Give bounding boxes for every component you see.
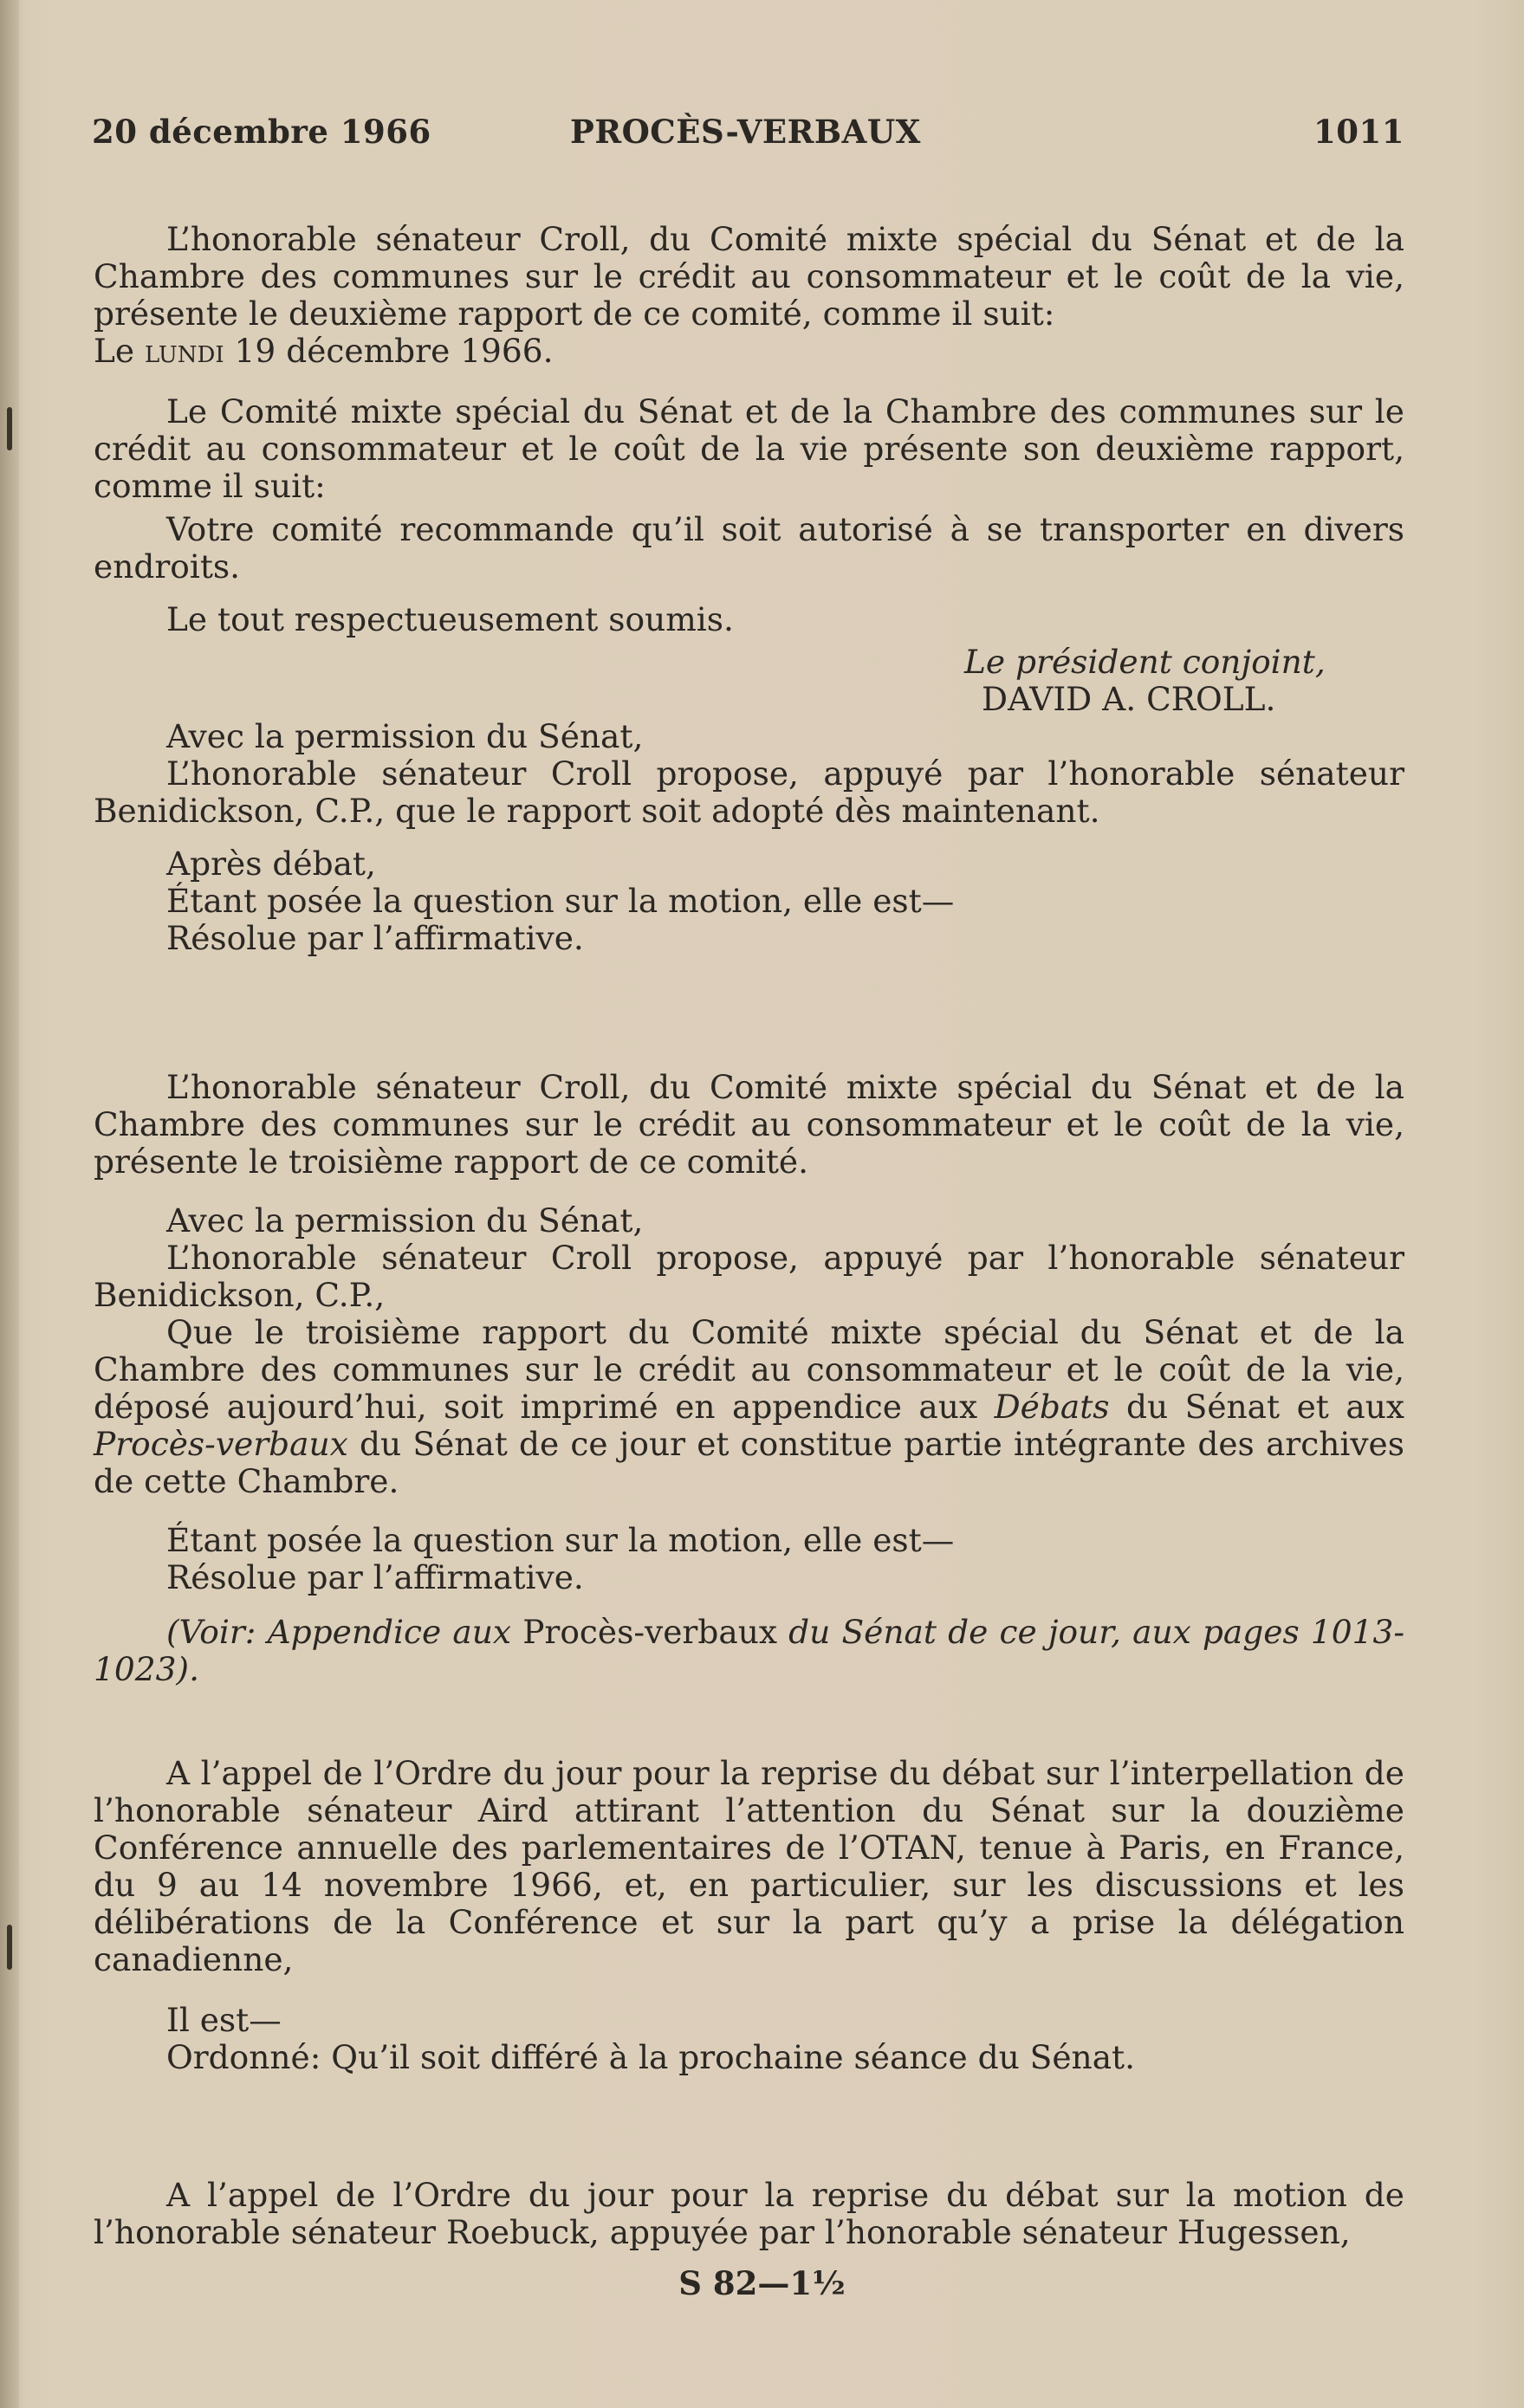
binding-edge xyxy=(0,0,19,2408)
header-date: 20 décembre 1966 xyxy=(92,113,431,151)
section-nato-inquiry xyxy=(94,1755,1404,2076)
signature-name: DAVID A. CROLL. xyxy=(982,680,1276,718)
paragraph: Ordonné: Qu’il soit différé à la prochaine séance du Sénat. xyxy=(166,2038,1136,2076)
signature-mark: S 82—1½ xyxy=(678,2264,846,2302)
report-date-line: Le lundi 19 décembre 1966. xyxy=(94,332,554,370)
section-roebuck-motion xyxy=(94,2177,1404,2251)
page-number: 1011 xyxy=(1313,113,1404,151)
paragraph: L’honorable sénateur Croll, du Comité mixte spécial du Sénat et de la Chambre des communes sur le crédit au consommateur et le coût de la vie, présente le deuxième rapport de ce comité, comme il suit: xyxy=(94,220,1404,333)
paragraph: Avec la permission du Sénat, xyxy=(166,717,644,755)
paragraph: Votre comité recommande qu’il soit autorisé à se transporter en divers endroits. xyxy=(94,510,1404,586)
paragraph: Résolue par l’affirmative. xyxy=(166,1558,584,1596)
paragraph: A l’appel de l’Ordre du jour pour la reprise du débat sur l’interpellation de l’honorable sénateur Aird attirant l’attention du Sénat sur la douzième Conférence annuelle des parlementaires de l’OTAN, tenue à Paris, en France, du 9 au 14 novembre 1966, et, en particulier, sur les discussions et les délibérations de la Conférence et sur la part qu’y a prise la délégation canadienne, xyxy=(94,1754,1404,1978)
appendix-reference: (Voir: Appendice aux Procès-verbaux du Sénat de ce jour, aux pages 1013-1023). xyxy=(94,1613,1404,1688)
paragraph: Étant posée la question sur la motion, elle est— xyxy=(166,1521,955,1559)
paragraph: Le tout respectueusement soumis. xyxy=(166,600,734,638)
paragraph: Avec la permission du Sénat, xyxy=(166,1201,644,1240)
paragraph: L’honorable sénateur Croll, du Comité mixte spécial du Sénat et de la Chambre des communes sur le crédit au consommateur et le coût de la vie, présente le troisième rapport de ce comité. xyxy=(94,1068,1404,1181)
margin-mark xyxy=(7,1925,12,1970)
paragraph: Il est— xyxy=(166,2001,282,2039)
signature-title: Le président conjoint, xyxy=(964,643,1326,681)
paragraph: Le Comité mixte spécial du Sénat et de la Chambre des communes sur le crédit au consommateur et le coût de la vie présente son deuxième rapport, comme il suit: xyxy=(94,392,1404,505)
section-second-report xyxy=(94,221,1404,957)
weekday: lundi xyxy=(145,332,224,370)
paragraph: A l’appel de l’Ordre du jour pour la reprise du débat sur la motion de l’honorable sénateur Roebuck, appuyée par l’honorable sénateur Hugessen, xyxy=(94,2176,1404,2251)
header-title: PROCÈS-VERBAUX xyxy=(570,113,921,151)
section-third-report xyxy=(94,1069,1404,1688)
paragraph: Résolue par l’affirmative. xyxy=(166,919,584,957)
paragraph: Après débat, xyxy=(166,845,376,883)
paragraph: Étant posée la question sur la motion, elle est— xyxy=(166,882,955,920)
paragraph: Que le troisième rapport du Comité mixte spécial du Sénat et de la Chambre des communes sur le crédit au consommateur et le coût de la vie, déposé aujourd’hui, soit imprimé en appendice aux Débats du Sénat et aux Procès-verbaux du Sénat de ce jour et constitue partie intégrante des archives de cette Chambre. xyxy=(94,1313,1404,1500)
margin-mark xyxy=(7,407,12,450)
paragraph: L’honorable sénateur Croll propose, appuyé par l’honorable sénateur Benidickson, C.P., que le rapport soit adopté dès maintenant. xyxy=(94,754,1404,830)
paragraph: L’honorable sénateur Croll propose, appuyé par l’honorable sénateur Benidickson, C.P., xyxy=(94,1239,1404,1314)
